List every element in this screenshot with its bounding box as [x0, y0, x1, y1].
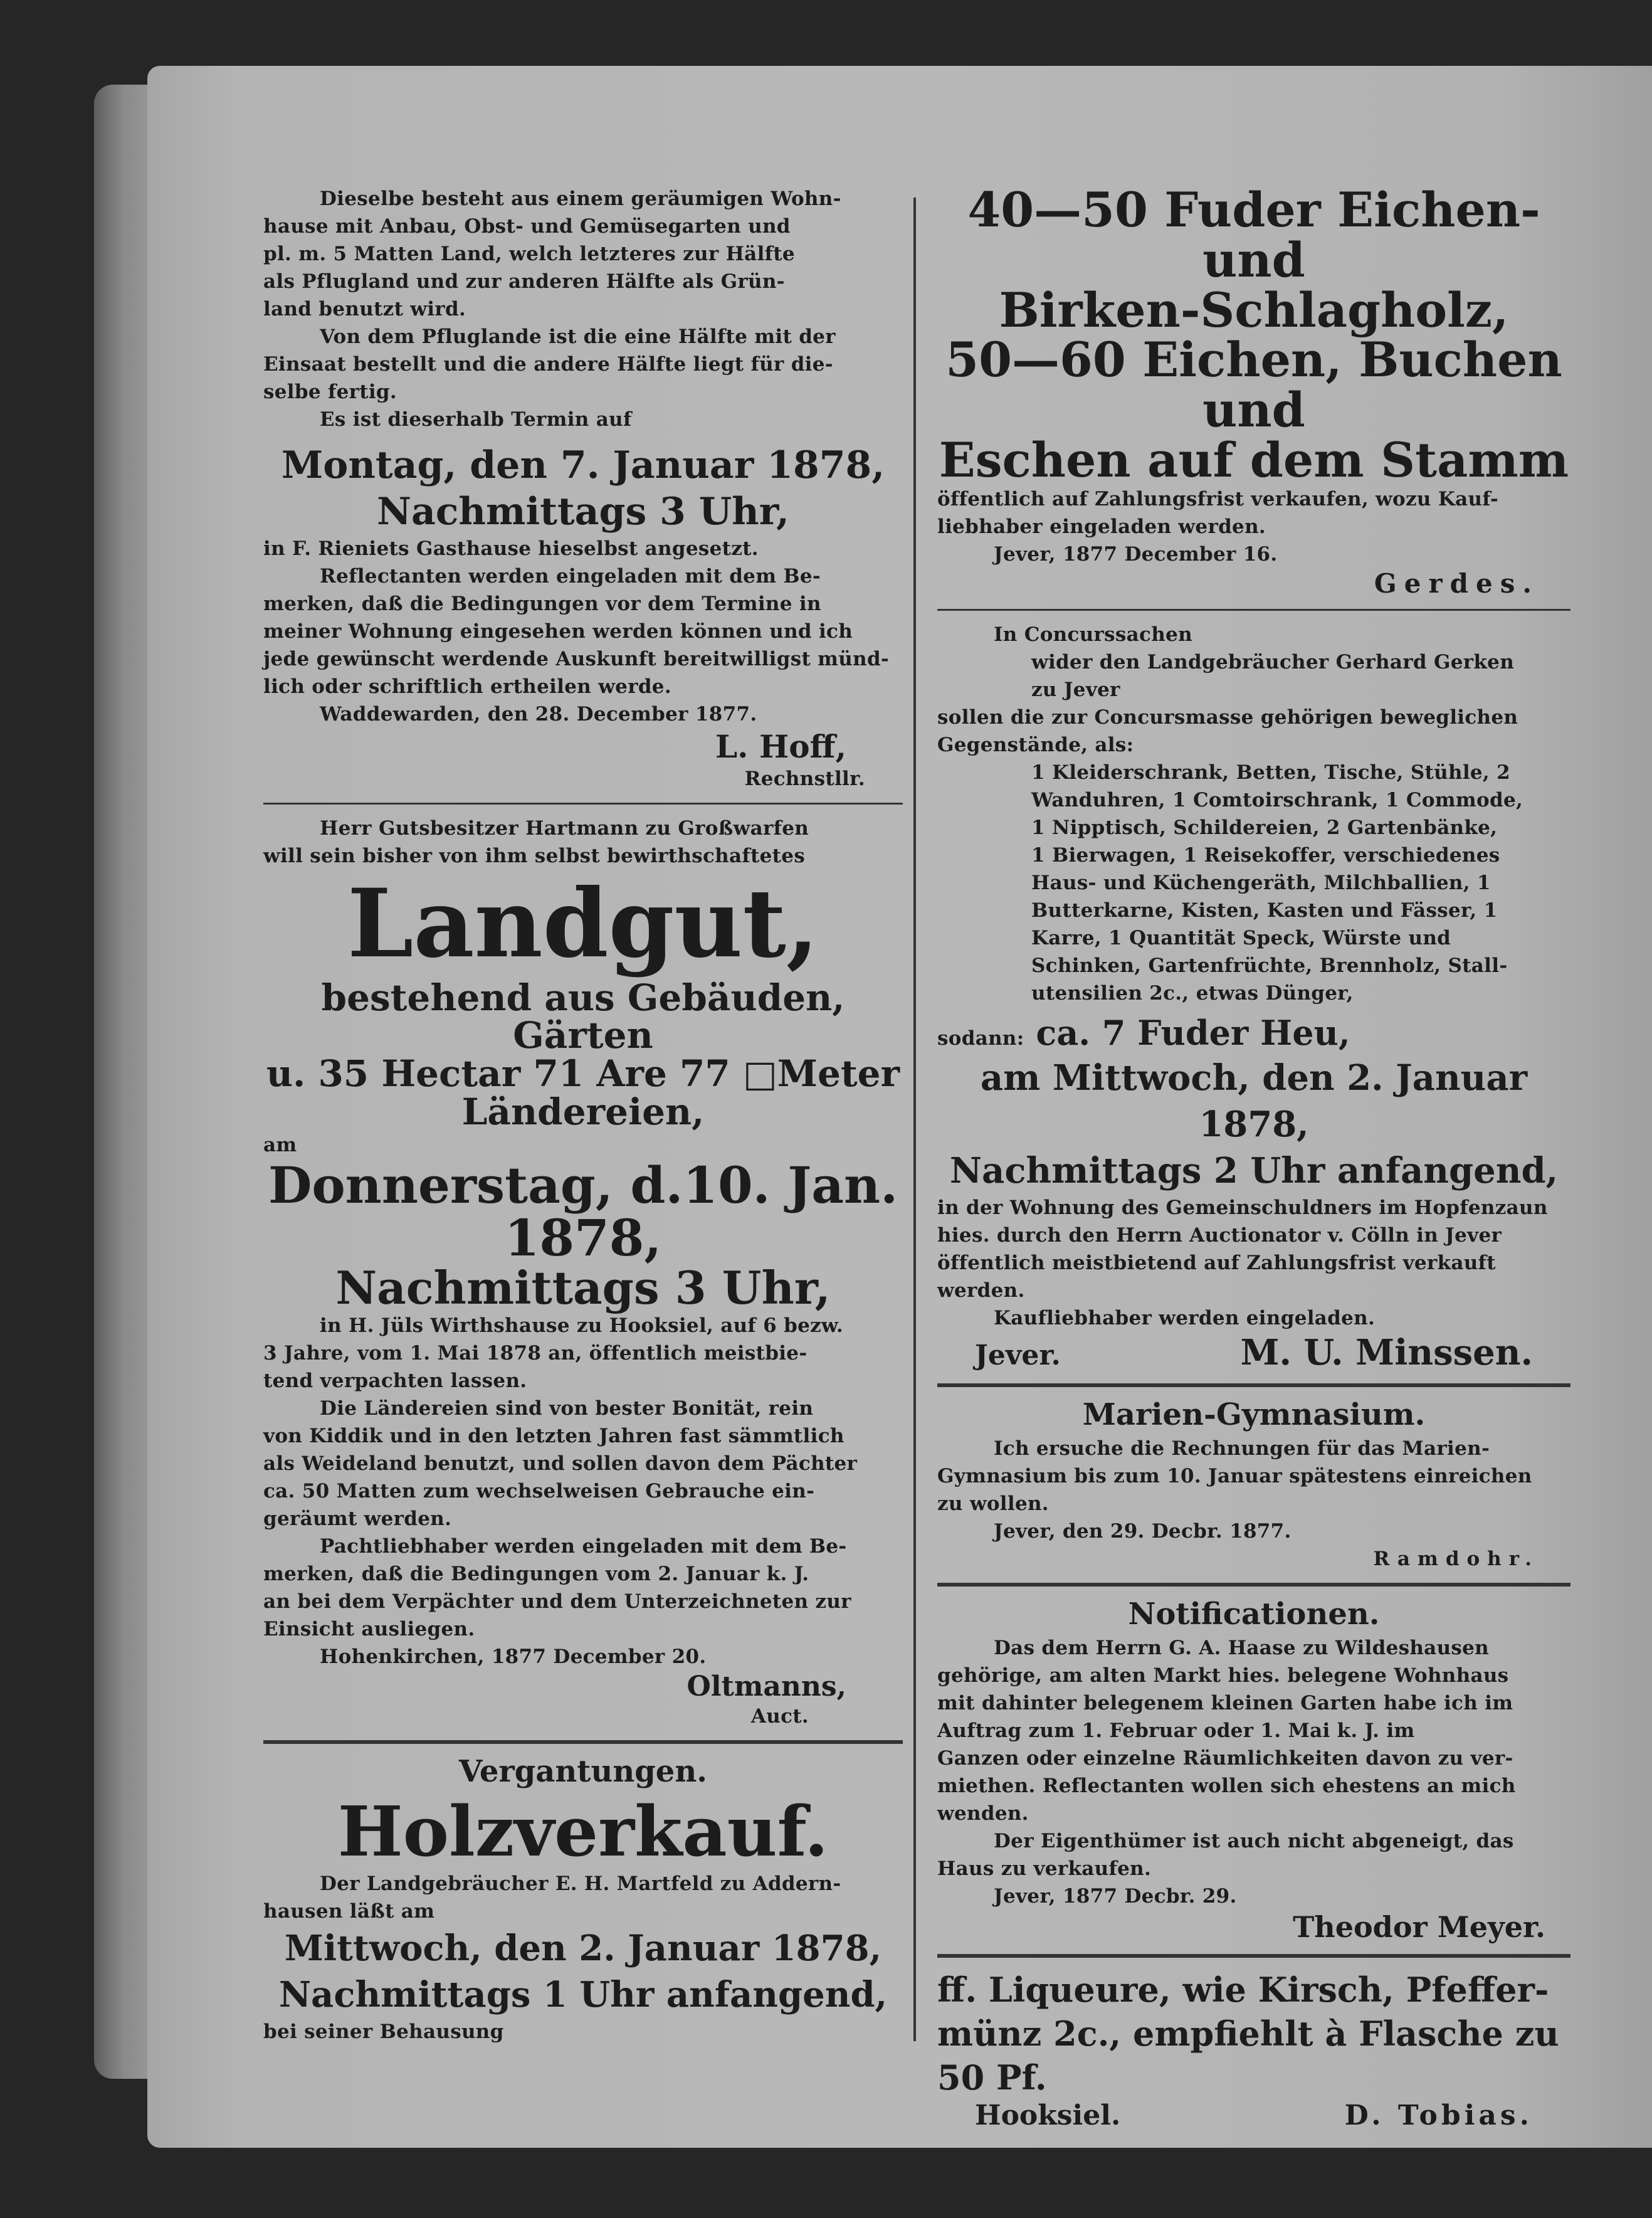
auction-time: Nachmittags 3 Uhr, [335, 1261, 831, 1315]
dateline: Waddewarden, den 28. December 1877. [320, 703, 757, 726]
text-line: bei seiner Behausung [263, 2020, 504, 2044]
text-line: zu wollen. [937, 1492, 1049, 1515]
liqueur-ad-line: ff. Liqueure, wie Kirsch, Pfeffer- [937, 1969, 1549, 2010]
signature-ramdohr: Ramdohr. [1373, 1547, 1539, 1570]
text-line: am [263, 1134, 297, 1157]
auction-date: Montag, den 7. Januar 1878, [281, 443, 885, 487]
liqueur-ad-line: münz 2c., empfiehlt à Flasche zu [937, 2013, 1559, 2054]
text-line: pl. m. 5 Matten Land, welch letzteres zur Hälfte [263, 243, 795, 265]
list-item: Karre, 1 Quantität Speck, Würste und [1031, 926, 1451, 949]
signature-title: Rechnstllr. [744, 768, 865, 790]
landgut-desc: bestehend aus Gebäuden, Gärten [321, 976, 845, 1057]
text-line: Ganzen oder einzelne Räumlichkeiten davon zu ver- [937, 1746, 1513, 1770]
text-line: zu Jever [1031, 678, 1120, 701]
sodann-line [937, 1011, 1570, 1055]
text-line: ca. 50 Matten zum wechselweisen Gebrauche ein- [263, 1479, 815, 1502]
lease-paragraph [263, 1312, 903, 1671]
list-item: Butterkarne, Kisten, Kasten und Fässer, 1 [1031, 899, 1498, 922]
list-item: 1 Nipptisch, Schildereien, 2 Gartenbänke, [1031, 816, 1498, 839]
signature-meyer: Theodor Meyer. [1293, 1909, 1545, 1944]
estate-description [263, 185, 903, 213]
list-item: Schinken, Gartenfrüchte, Brennholz, Stall- [1031, 954, 1508, 977]
divider [263, 803, 903, 805]
dateline: Jever, 1877 Decbr. 29. [994, 1884, 1237, 1908]
text-line: In Concurssachen [994, 623, 1192, 646]
signature-row [937, 1332, 1570, 1373]
newspaper-page [147, 66, 1652, 2148]
dateline: Jever, 1877 December 16. [994, 542, 1278, 566]
timber-heading: Eschen auf dem Stamm [939, 431, 1569, 488]
reflectant-paragraph [263, 535, 903, 728]
timber-heading: Birken-Schlagholz, [999, 282, 1509, 338]
list-item: Haus- und Küchengeräth, Milchballien, 1 [1031, 871, 1491, 894]
text-line: Kaufliebhaber werden eingeladen. [994, 1306, 1376, 1329]
list-item: 1 Bierwagen, 1 Reisekoffer, verschiedenes [1031, 843, 1500, 867]
dateline: Jever, den 29. Decbr. 1877. [994, 1519, 1292, 1543]
text-line: werden. [937, 1279, 1025, 1302]
pflugland-paragraph [263, 323, 903, 433]
landgut-desc: Ländereien, [461, 1091, 705, 1134]
text-line: 3 Jahre, vom 1. Mai 1878 an, öffentlich meistbie- [263, 1341, 808, 1365]
holz-intro [263, 1870, 903, 1925]
item-list [937, 759, 1570, 1007]
text-line: hause mit Anbau, Obst- und Gemüsegarten und [263, 215, 791, 238]
signature-minssen: M. U. Minssen. [1240, 1331, 1533, 1373]
text-line: Pachtliebhaber werden eingeladen mit dem Be- [320, 1534, 847, 1558]
text-line: land benutzt wird. [263, 298, 466, 320]
text-line: mit dahinter belegenem kleinen Garten habe ich im [937, 1691, 1513, 1714]
divider [937, 1954, 1570, 1958]
text-line: öffentlich auf Zahlungsfrist verkaufen, wozu Kauf- [937, 487, 1499, 510]
divider [937, 609, 1570, 611]
heu-text: ca. 7 Fuder Heu, [1036, 1012, 1350, 1053]
landgut-intro [263, 815, 903, 870]
signature-tobias: D. Tobias. [1344, 2099, 1533, 2131]
auction-date: Donnerstag, d.10. Jan. 1878, [268, 1156, 898, 1268]
location: Hooksiel. [975, 2099, 1121, 2131]
text-line: Gymnasium bis zum 10. Januar spätestens einreichen [937, 1464, 1532, 1487]
text-line: Einsicht ausliegen. [263, 1617, 475, 1640]
text-line: hies. durch den Herrn Auctionator v. Cölln in Jever [937, 1223, 1502, 1247]
text-line: tend verpachten lassen. [263, 1369, 527, 1392]
text-line: miethen. Reflectanten wollen sich ehestens an mich [937, 1774, 1516, 1797]
text-line: an bei dem Verpächter und dem Unterzeichneten zur [263, 1590, 851, 1613]
text-line: gehörige, am alten Markt hies. belegene Wohnhaus [937, 1664, 1509, 1687]
text-line: in der Wohnung des Gemeinschuldners im Hopfenzaun [937, 1196, 1548, 1219]
holzverkauf-heading: Holzverkauf. [337, 1790, 829, 1872]
text-line: jede gewünscht werdende Auskunft bereitwilligst münd- [263, 648, 890, 670]
timber-sale [937, 485, 1570, 568]
text-line: in F. Rieniets Gasthause hieselbst angesetzt. [263, 537, 759, 560]
text-line: Das dem Herrn G. A. Haase zu Wildeshausen [994, 1636, 1490, 1659]
right-column [937, 182, 1570, 2131]
text-line: wider den Landgebräucher Gerhard Gerken [1031, 650, 1515, 673]
auction-time: Nachmittags 3 Uhr, [377, 490, 789, 534]
text-line: merken, daß die Bedingungen vor dem Termine in [263, 593, 821, 615]
text-line: von Kiddik und in den letzten Jahren fast sämmtlich [263, 1424, 844, 1447]
auction-time: Nachmittags 1 Uhr anfangend, [278, 1974, 888, 2016]
text-line: wenden. [937, 1802, 1029, 1825]
text-line: Haus zu verkaufen. [937, 1857, 1152, 1880]
text-line: will sein bisher von ihm selbst bewirthschaftetes [263, 845, 806, 867]
concurs-notice [937, 621, 1570, 1007]
landgut-heading: Landgut, [347, 869, 819, 979]
auction-date: am Mittwoch, den 2. Januar 1878, [980, 1057, 1528, 1145]
section-title: Notificationen. [1128, 1596, 1380, 1632]
text-line: Der Landgebräucher E. H. Martfeld zu Addern- [320, 1872, 841, 1896]
dateline: Hohenkirchen, 1877 December 20. [320, 1645, 707, 1668]
text-line: Auftrag zum 1. Februar oder 1. Mai k. J. im [937, 1719, 1415, 1742]
text-line: Herr Gutsbesitzer Hartmann zu Großwarfen [320, 817, 809, 840]
list-item: 1 Kleiderschrank, Betten, Tische, Stühle, 2 [1031, 761, 1510, 784]
text-line: sollen die zur Concursmasse gehörigen beweglichen [937, 705, 1518, 729]
signature-gerdes: Gerdes. [1374, 568, 1539, 599]
estate-description-cont [263, 213, 903, 323]
text-line: meiner Wohnung eingesehen werden können und ich [263, 620, 853, 643]
sodann-label: sodann: [937, 1027, 1024, 1050]
divider [263, 1740, 903, 1744]
text-line: als Pflugland und zur anderen Hälfte als Grün- [263, 270, 785, 293]
notification-notice [937, 1634, 1570, 1910]
timber-heading: 40—50 Fuder Eichen- und [967, 182, 1540, 288]
text-line: Der Eigenthümer ist auch nicht abgeneigt, das [994, 1829, 1514, 1852]
text-line: Reflectanten werden eingeladen mit dem Be- [320, 565, 821, 588]
auction-date: Mittwoch, den 2. Januar 1878, [284, 1928, 882, 1970]
auction-time: Nachmittags 2 Uhr anfangend, [949, 1149, 1559, 1191]
list-item: utensilien 2c., etwas Dünger, [1031, 981, 1354, 1005]
text-line: hausen läßt am [263, 1900, 435, 1923]
timber-heading: 50—60 Eichen, Buchen und [945, 332, 1562, 438]
text-line: als Weideland benutzt, und sollen davon dem Pächter [263, 1452, 858, 1475]
section-title: Marien-Gymnasium. [1082, 1397, 1426, 1432]
text-line: liebhaber eingeladen werden. [937, 515, 1266, 538]
text-line: Ich ersuche die Rechnungen für das Marien- [994, 1437, 1490, 1460]
text-line: Gegenstände, als: [937, 733, 1134, 756]
signature-hoff: L. Hoff, [715, 728, 846, 765]
text-line: Es ist dieserhalb Termin auf [320, 408, 632, 431]
text-line: Von dem Pfluglande ist die eine Hälfte mit der [320, 325, 836, 348]
text-line: Dieselbe besteht aus einem geräumigen Wohn- [320, 187, 841, 210]
divider [937, 1583, 1570, 1587]
signature-oltmanns: Oltmanns, [687, 1670, 846, 1703]
liqueur-ad-line: 50 Pf. [937, 2057, 1047, 2098]
text-line: Einsaat bestellt und die andere Hälfte liegt für die- [263, 353, 833, 376]
text-line: öffentlich meistbietend auf Zahlungsfrist verkauft [937, 1251, 1496, 1274]
text-line: geräumt werden. [263, 1507, 452, 1530]
column-rule [913, 198, 916, 2041]
text-line: Die Ländereien sind von bester Bonität, rein [320, 1397, 814, 1420]
gymnasium-notice [937, 1435, 1570, 1545]
landgut-desc: u. 35 Hectar 71 Are 77 □Meter [266, 1052, 900, 1096]
list-item: Wanduhren, 1 Comtoirschrank, 1 Commode, [1031, 788, 1523, 811]
text-line: in H. Jüls Wirthshause zu Hooksiel, auf 6 bezw. [320, 1314, 843, 1337]
section-title: Vergantungen. [459, 1753, 707, 1789]
signature-title: Auct. [750, 1704, 809, 1728]
concurs-place [937, 1194, 1570, 1332]
text-line: lich oder schriftlich ertheilen werde. [263, 675, 671, 698]
left-column [263, 185, 903, 2046]
divider [937, 1383, 1570, 1387]
text-line: merken, daß die Bedingungen vom 2. Januar k. J. [263, 1562, 809, 1585]
text-line: selbe fertig. [263, 381, 397, 403]
location: Jever. [975, 1339, 1061, 1371]
signature-row [937, 2099, 1570, 2131]
